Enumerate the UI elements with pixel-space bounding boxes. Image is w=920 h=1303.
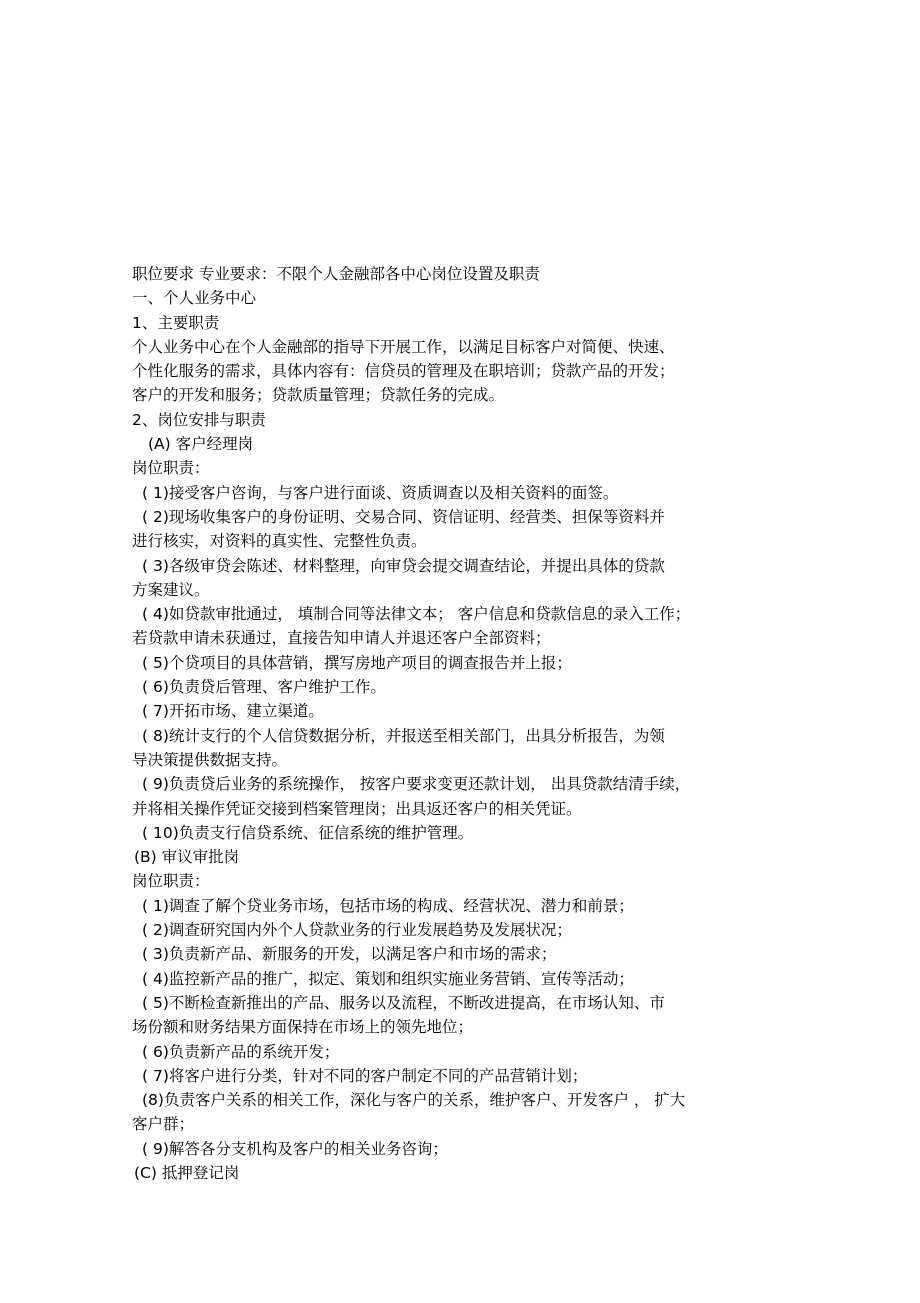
- duties-label: 岗位职责：: [132, 459, 210, 478]
- paragraph-line: 客户的开发和服务；贷款质量管理；贷款任务的完成。: [132, 386, 505, 405]
- duty-item: ( 10)负责支行信贷系统、征信系统的维护管理。: [142, 823, 474, 842]
- position-heading: (C) 抵押登记岗: [134, 1163, 240, 1182]
- position-heading: (B) 审议审批岗: [134, 848, 240, 867]
- doc-heading: 职位要求 专业要求：不限个人金融部各中心岗位设置及职责: [132, 265, 540, 283]
- duty-item: ( 7)将客户进行分类，针对不同的客户制定不同的产品营销计划；: [142, 1066, 588, 1085]
- section-heading: 一、个人业务中心: [132, 289, 257, 308]
- duty-item: ( 6)负责贷后管理、客户维护工作。: [142, 678, 386, 697]
- duty-item: ( 4)监控新产品的推广，拟定、策划和组织实施业务营销、宣传等活动；: [142, 969, 634, 988]
- duty-item: ( 6)负责新产品的系统开发；: [142, 1042, 340, 1061]
- duty-item: ( 1)调查了解个贷业务市场，包括市场的构成、经营状况、潜力和前景；: [142, 896, 634, 915]
- duty-item: ( 1)接受客户咨询，与客户进行面谈、资质调查以及相关资料的面签。: [142, 483, 619, 502]
- duty-item: ( 9)负责贷后业务的系统操作， 按客户要求变更还款计划， 出具贷款结清手续，: [142, 775, 691, 794]
- duty-item-continued: 并将相关操作凭证交接到档案管理岗；出具返还客户的相关凭证。: [132, 799, 582, 818]
- duty-item: ( 7)开拓市场、建立渠道。: [142, 702, 324, 721]
- duty-item-continued: 场份额和财务结果方面保持在市场上的领先地位；: [132, 1018, 474, 1037]
- position-heading: (A) 客户经理岗: [148, 435, 254, 454]
- duty-item: ( 3)各级审贷会陈述、材料整理，向审贷会提交调查结论，并提出具体的贷款: [142, 556, 665, 575]
- duties-label: 岗位职责：: [132, 872, 210, 891]
- document-body: [132, 262, 892, 1185]
- duty-item-continued: 导决策提供数据支持。: [132, 750, 288, 769]
- duty-item-continued: 客户群；: [132, 1115, 195, 1134]
- duty-item: ( 9)解答各分支机构及客户的相关业务咨询；: [142, 1139, 448, 1158]
- duty-item-continued: 进行核实，对资料的真实性、完整性负责。: [132, 532, 427, 551]
- duty-item: ( 5)个贷项目的具体营销，撰写房地产项目的调查报告并上报；: [142, 653, 572, 672]
- duty-item: ( 2)调查研究国内外个人贷款业务的行业发展趋势及发展状况；: [142, 921, 572, 940]
- duty-item: ( 3)负责新产品、新服务的开发，以满足客户和市场的需求；: [142, 945, 557, 964]
- paragraph-line: 个人业务中心在个人金融部的指导下开展工作，以满足目标客户对简便、快速、: [132, 337, 675, 356]
- duty-item-continued: 方案建议。: [132, 580, 210, 599]
- subsection-heading: 2、岗位安排与职责: [132, 410, 266, 429]
- paragraph-line: 个性化服务的需求，具体内容有：信贷员的管理及在职培训；贷款产品的开发；: [132, 362, 675, 381]
- duty-item: ( 4)如贷款审批通过， 填制合同等法律文本； 客户信息和贷款信息的录入工作；: [142, 605, 691, 624]
- duty-item-continued: 若贷款申请未获通过，直接告知申请人并退还客户全部资料；: [132, 629, 551, 648]
- subsection-heading: 1、主要职责: [132, 313, 220, 332]
- duty-item: ( 5)不断检查新推出的产品、服务以及流程，不断改进提高，在市场认知、市: [142, 993, 665, 1012]
- duty-item: ( 8)统计支行的个人信贷数据分析，并报送至相关部门，出具分析报告，为领: [142, 726, 665, 745]
- duty-item: ( 2)现场收集客户的身份证明、交易合同、资信证明、经营类、担保等资料并: [142, 507, 665, 526]
- duty-item: (8)负责客户关系的相关工作，深化与客户的关系，维护客户、开发客户 ， 扩大: [142, 1091, 686, 1110]
